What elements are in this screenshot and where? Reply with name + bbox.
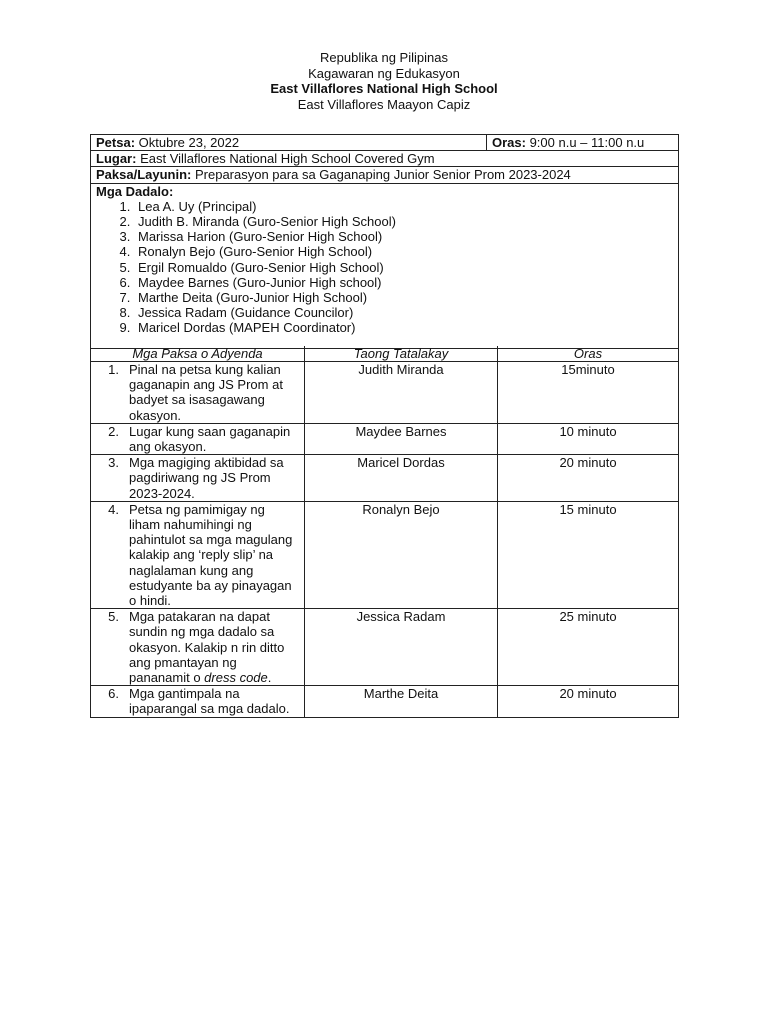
agenda-topic: Mga magiging aktibidad sa pagdiriwang ng JS Prom 2023-2024. [129,455,284,501]
venue-label: Lugar: [96,151,137,167]
agenda-topic: Petsa ng pamimigay ng liham nahumihingi ng pahintulot sa mga magulang kalakip ang ‘reply slip’ na naglalaman kung ang estudyante ba ay pinayagan o hindi. [129,501,293,609]
agenda-person: Judith Miranda [305,362,498,424]
agenda-row [91,686,679,717]
header-department: Kagawaran ng Edukasyon [308,65,460,81]
agenda-topic-italic: dress code [204,670,268,686]
header-address: East Villaflores Maayon Capiz [297,96,471,112]
agenda-topic [129,609,294,685]
agenda-time: 10 minuto [498,423,679,454]
agenda-number: 6. [108,686,119,702]
attendee-item: 8. Jessica Radam (Guidance Councilor) [134,305,673,320]
time-value: 9:00 n.u – 11:00 n.u [525,135,645,150]
attendee-item: 4. Ronalyn Bejo (Guro-Senior High School) [134,244,673,259]
attendee-item: 3. Marissa Harion (Guro-Senior High School) [134,229,673,244]
agenda-person: Maricel Dordas [305,455,498,502]
time-cell [487,135,679,151]
agenda-topic-cell [91,609,305,686]
agenda-table [90,346,679,718]
venue-row [91,151,679,167]
header-school: East Villaflores National High School [270,81,498,96]
agenda-time: 20 minuto [498,455,679,502]
agenda-header-time: Oras [498,346,679,362]
purpose-row [91,167,679,183]
attendee-item: 6. Maydee Barnes (Guro-Junior High school) [134,275,673,290]
agenda-topic-cell [91,686,305,717]
agenda-person: Ronalyn Bejo [305,501,498,608]
agenda-topic: Mga gantimpala na ipaparangal sa mga dadalo. [129,686,290,717]
attendees-row [91,183,679,348]
agenda-number: 1. [108,362,119,377]
agenda-topic-cell [91,362,305,424]
agenda-number: 5. [108,609,119,625]
agenda-row [91,609,679,686]
agenda-number: 2. [108,423,119,439]
attendee-item: 7. Marthe Deita (Guro-Junior High School) [134,290,673,305]
agenda-row [91,501,679,608]
agenda-row [91,362,679,424]
agenda-row [91,423,679,454]
purpose-label: Paksa/Layunin: [96,167,192,183]
attendees-cell [91,183,679,348]
date-value: Oktubre 23, 2022 [135,135,240,150]
agenda-topic: Pinal na petsa kung kalian gaganapin ang JS Prom at badyet sa isasagawang okasyon. [129,362,283,423]
agenda-number: 3. [108,455,119,471]
attendee-item: 9. Maricel Dordas (MAPEH Coordinator) [134,320,673,335]
agenda-number: 4. [108,501,119,517]
agenda-topic-cell [91,501,305,608]
attendees-label: Mga Dadalo: [96,183,174,199]
agenda-time: 15 minuto [498,501,679,608]
agenda-topic-end: . [267,670,272,686]
agenda-topic-cell [91,455,305,502]
agenda-row [91,455,679,502]
agenda-topic-text: Mga patakaran na dapat sundin ng mga dadalo sa okasyon. Kalakip n rin ditto ang pmantayan ng pananamit o [129,609,285,686]
meeting-info-table [90,134,679,349]
agenda-topic-cell [91,423,305,454]
time-label: Oras: [492,135,526,150]
agenda-person: Marthe Deita [305,686,498,717]
header-country: Republika ng Pilipinas [320,50,448,65]
attendee-item: 2. Judith B. Miranda (Guro-Senior High School) [134,214,673,229]
agenda-header-row [91,346,679,362]
date-label: Petsa: [96,135,136,150]
date-cell [91,135,487,151]
purpose-cell [91,167,679,183]
attendees-list [96,199,673,336]
agenda-header-person: Taong Tatalakay [305,346,498,362]
attendee-item: 1. Lea A. Uy (Principal) [134,199,673,214]
agenda-topic: Lugar kung saan gaganapin ang okasyon. [129,423,291,455]
agenda-time: 20 minuto [498,686,679,717]
agenda-person: Jessica Radam [305,609,498,686]
attendee-item: 5. Ergil Romualdo (Guro-Senior High School) [134,260,673,275]
agenda-header-topic: Mga Paksa o Adyenda [91,346,305,362]
date-row [91,135,679,151]
venue-value: East Villaflores National High School Covered Gym [136,151,435,167]
venue-cell [91,151,679,167]
agenda-time: 15minuto [498,362,679,424]
agenda-person: Maydee Barnes [305,423,498,454]
purpose-value: Preparasyon para sa Gaganaping Junior Senior Prom 2023-2024 [191,167,571,183]
agenda-time: 25 minuto [498,609,679,686]
document-header [0,50,768,112]
